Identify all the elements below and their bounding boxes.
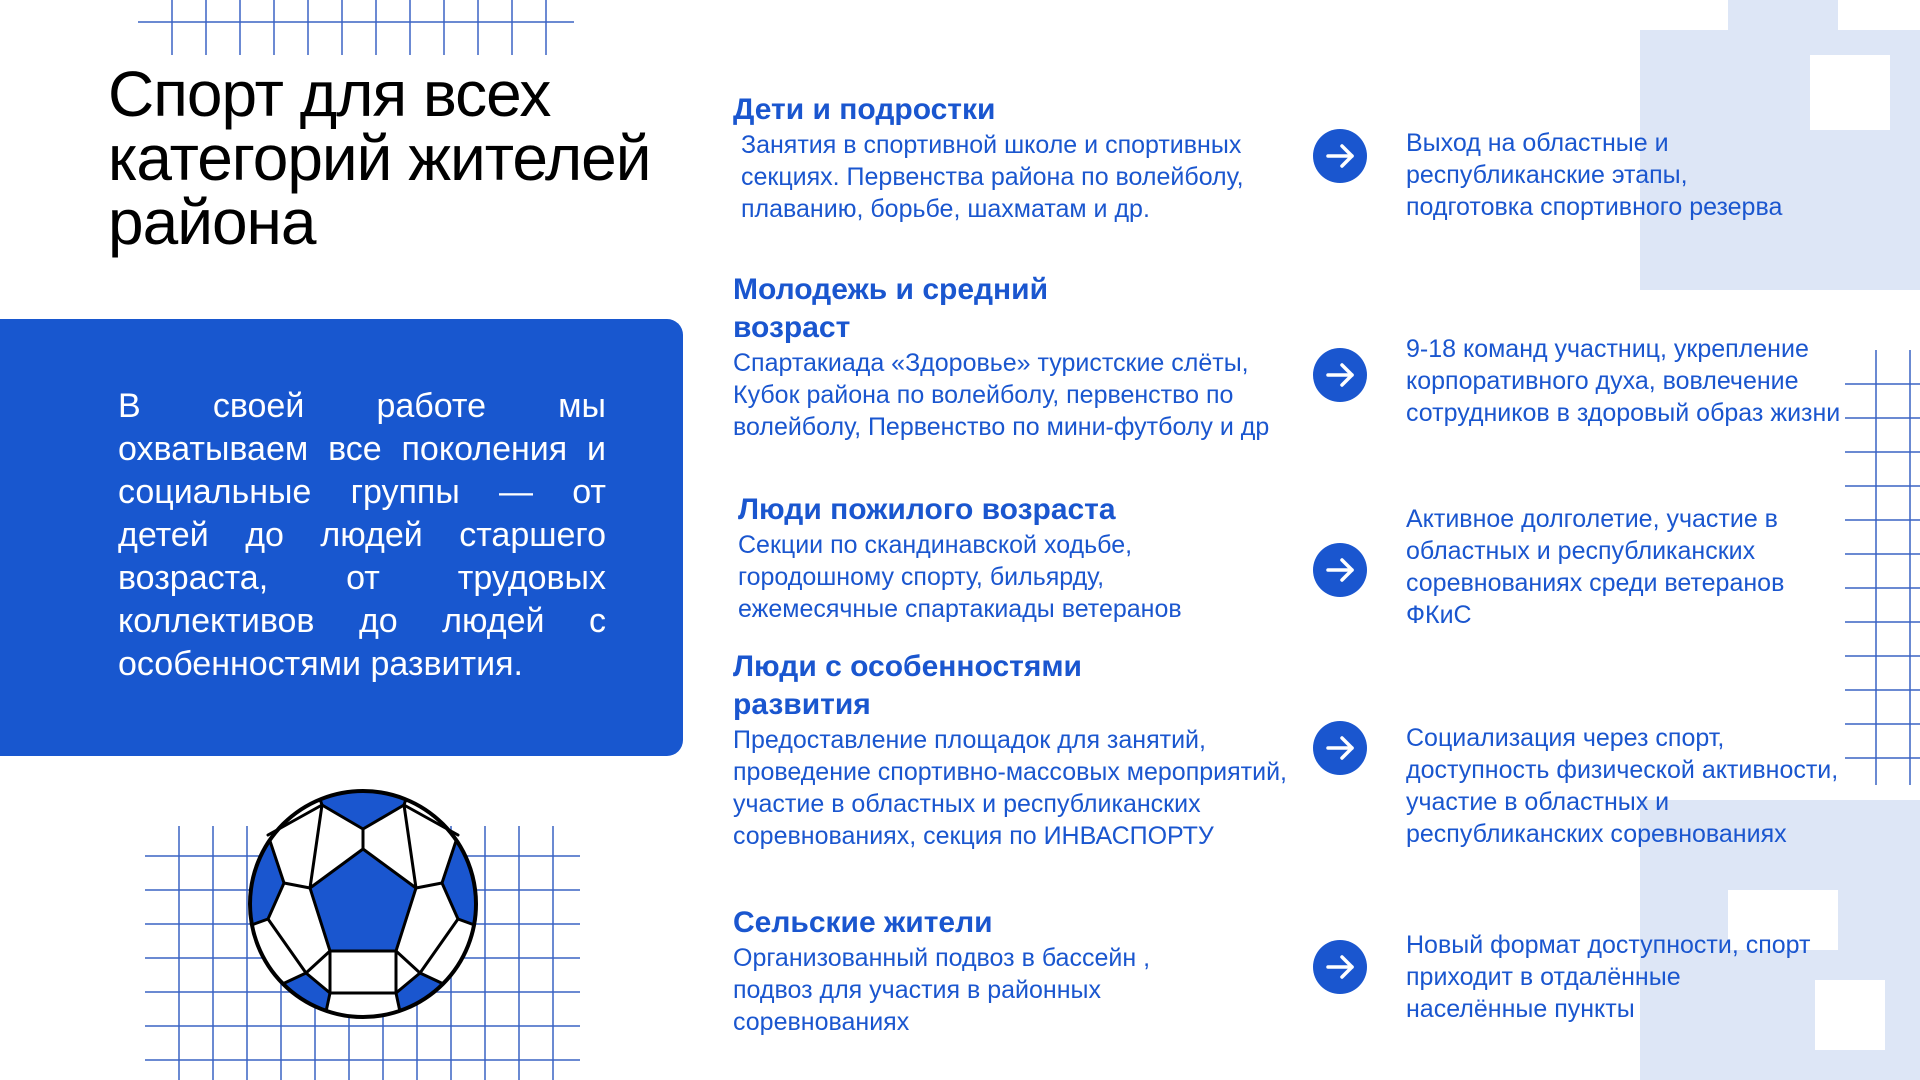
intro-panel [0,319,683,756]
category-description: Организованный подвоз в бассейн , подвоз для участия в районных соревнованиях [733,944,1151,1036]
arrow-right-circle-icon [1313,348,1367,402]
category-description: Предоставление площадок для занятий, проведение спортивно-массовых мероприятий, участие в областных и республиканских соревнованиях, секция по ИНВАСПОРТУ [733,726,1287,850]
category-description: Секции по скандинавской ходьбе, городошному спорту, бильярду, ежемесячные спартакиады ветеранов [738,531,1182,623]
category-outcome: 9-18 команд участниц, укрепление корпоративного духа, вовлечение сотрудников в здоровый образ жизни [1406,335,1841,427]
decor-block-top-cut [1810,55,1890,130]
category-title: Молодежь и средний возраст [733,273,1049,344]
category-title: Люди пожилого возраста [738,493,1116,526]
intro-text: В своей работе мы охватываем все поколения и социальные группы — от детей до людей старшего возраста, от трудовых коллективов до людей с особенностями развития. [118,387,606,683]
category-title: Сельские жители [733,906,993,939]
arrow-right-circle-icon [1313,721,1367,775]
soccer-ball-icon [246,787,480,1021]
arrow-right-circle-icon [1313,940,1367,994]
category-elderly [733,491,1313,625]
category-rural [733,904,1313,1038]
category-description: Спартакиада «Здоровье» туристские слёты, Кубок района по волейболу, первенство по волейболу, Первенство по мини-футболу и др [733,349,1270,441]
category-disabilities [733,648,1313,852]
category-title: Люди с особенностями развития [733,650,1082,721]
category-outcome: Выход на областные и республиканские этапы, подготовка спортивного резерва [1406,129,1783,221]
category-children [733,91,1313,225]
grid-pattern-right [1845,350,1920,785]
category-outcome: Новый формат доступности, спорт приходит в отдалённые населённые пункты [1406,931,1811,1023]
arrow-right-circle-icon [1313,543,1367,597]
category-description: Занятия в спортивной школе и спортивных секциях. Первенства района по волейболу, плаванию, борьбе, шахматам и др. [741,131,1244,223]
arrow-right-circle-icon [1313,129,1367,183]
category-outcome: Социализация через спорт, доступность физической активности, участие в областных и республиканских соревнованиях [1406,724,1839,848]
category-youth [733,271,1313,443]
page-title: Спорт для всех категорий жителей района [108,58,651,258]
grid-pattern-top [138,0,574,55]
category-outcome: Активное долголетие, участие в областных и республиканских соревнованиях среди ветеранов ФКиС [1406,505,1785,629]
decor-block-top-stem [1728,0,1838,40]
category-title: Дети и подростки [733,93,996,126]
